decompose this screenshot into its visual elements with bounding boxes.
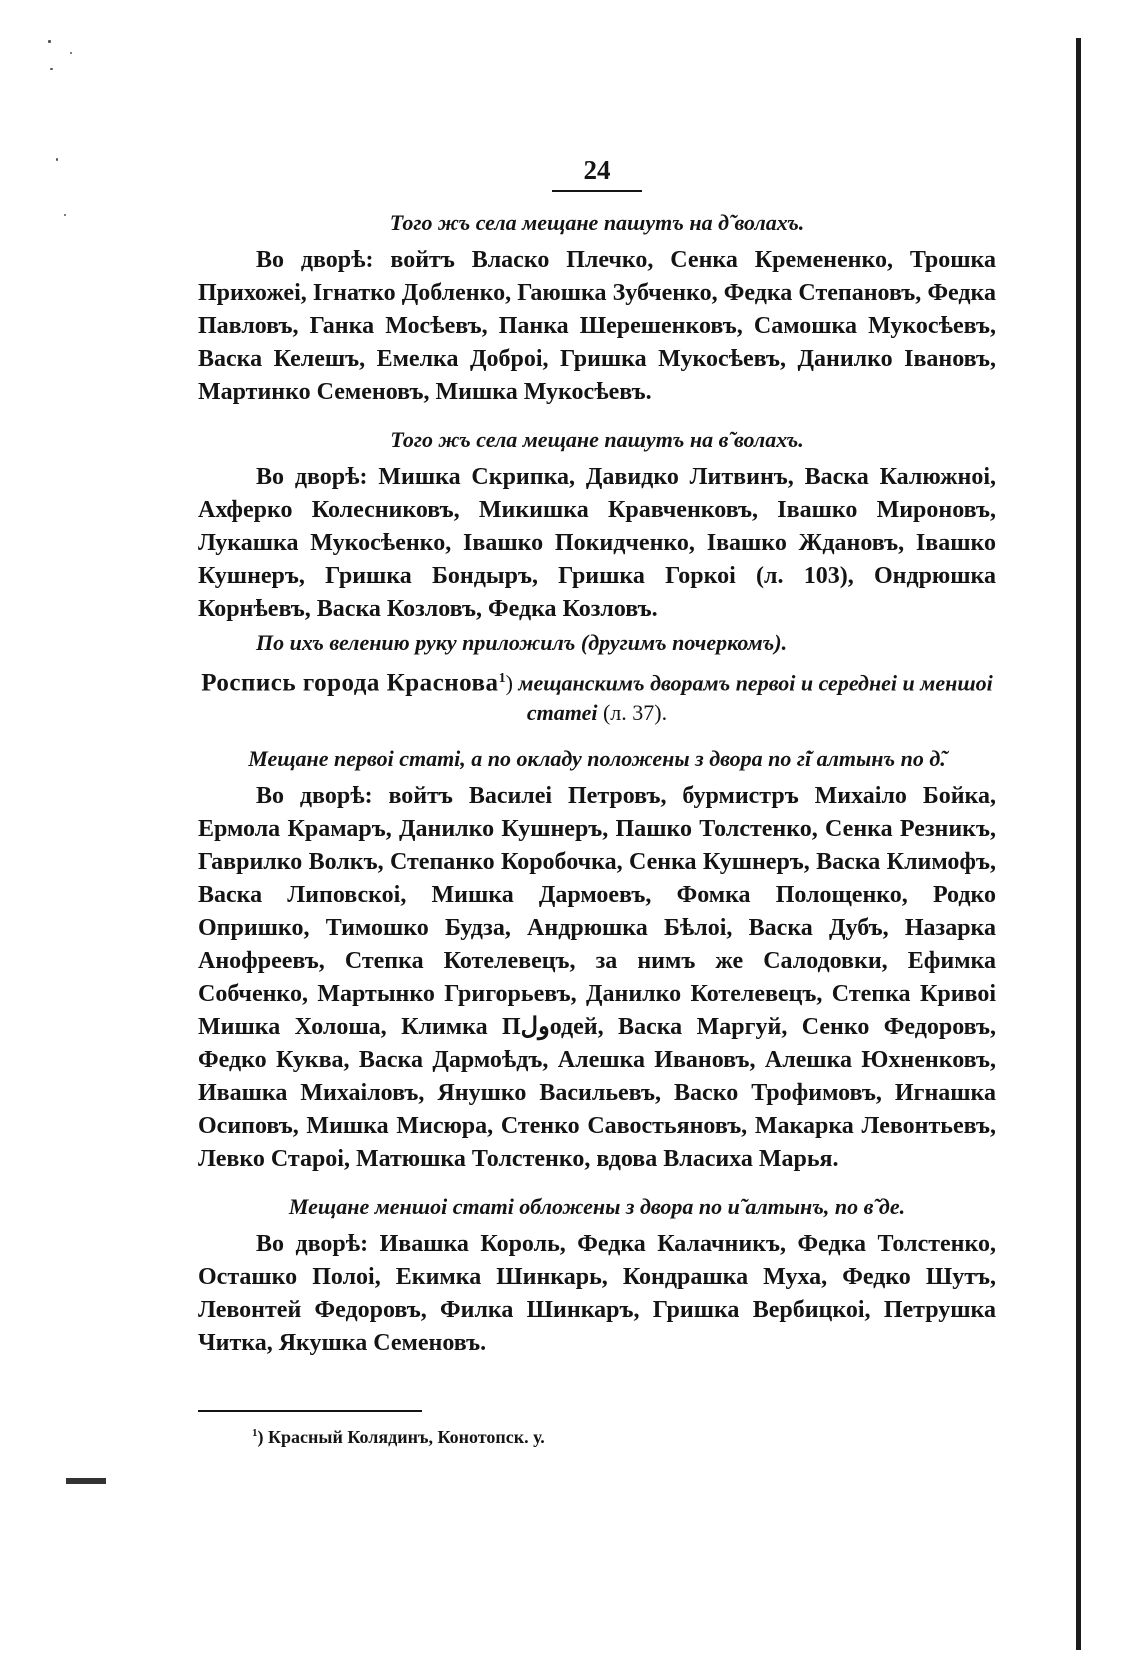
- scan-speck: [64, 214, 66, 216]
- section-heading: Мещане первоі статі, а по окладу положены з двора по г̃і алтынъ по д̃.: [248, 746, 946, 772]
- scan-speck: [50, 68, 53, 70]
- footnote: [252, 1420, 545, 1450]
- page-edge-shadow: [1076, 38, 1081, 1650]
- footnote-text: ) Красный Колядинъ, Конотопск. у.: [257, 1427, 545, 1447]
- section-heading: Мещане меншоі статі обложены з двора по и̃ алтынъ, по в̃ де.: [288, 1194, 906, 1220]
- signature-note: По ихъ велению руку приложилъ (другимъ почеркомъ).: [256, 630, 788, 655]
- section-heading: Того жъ села мещане пашутъ на д̃ волахъ.: [389, 210, 805, 235]
- scan-mark: [66, 1478, 106, 1484]
- footnote-marker: 1: [252, 1427, 258, 1439]
- section-text: Во дворѣ: войтъ Власко Плечко, Сенка Кремененко, Трошка Прихожеі, Ігнатко Добленко, Гаюшка Зубченко, Федка Степановъ, Федка Павловъ, Ганка Мосѣевъ, Панка Шерешенковъ, Самошка Мукосѣевъ, Васка Келешъ, Емелка Доброі, Гришка Мукосѣевъ, Данилко Івановъ, Мартинко Семеновъ, Мишка Мукосѣевъ.: [198, 247, 996, 405]
- scan-speck: [48, 40, 51, 43]
- register-title-italic: мещанскимъ дворамъ первоі и середнеі и меншоі статеі: [518, 670, 993, 726]
- page-number: 24: [552, 155, 642, 192]
- footnote-ref: 1: [498, 671, 506, 686]
- scan-speck: [70, 52, 72, 54]
- scan-speck: [56, 158, 58, 161]
- sheet-ref: (л. 37).: [602, 700, 668, 726]
- register-title: Роспись города Краснова$^1$) мещанскимъ дворамъ первоі и середнеі и меншоі статеі (л. 37).: [201, 669, 993, 726]
- section-text: Во дворѣ: Ивашка Король, Федка Калачникъ, Федка Толстенко, Осташко Полоі, Екимка Шинкарь, Кондрашка Муха, Федко Шутъ, Левонтей Федоровъ, Филка Шинкаръ, Гришка Вербицкоі, Петрушка Читка, Якушка Семеновъ.: [198, 1231, 996, 1357]
- page-body: [198, 155, 996, 1360]
- footnote-rule: [198, 1410, 422, 1412]
- section-text: Во дворѣ: Мишка Скрипка, Давидко Литвинъ, Васка Калюжноі, Ахферко Колесниковъ, Микишка Кравченковъ, Івашко Мироновъ, Лукашка Мукосѣенко, Івашко Покидченко, Івашко Ждановъ, Івашко Кушнеръ, Гришка Бондыръ, Гришка Горкоі (л. 103), Ондрюшка Корнѣевъ, Васка Козловъ, Федка Козловъ.: [198, 464, 996, 622]
- section-text: Во дворѣ: войтъ Василеі Петровъ, бурмистръ Михаіло Бойка, Ермола Крамаръ, Данилко Кушнеръ, Пашко Толстенко, Сенка Резникъ, Гаврилко Волкъ, Степанко Коробочка, Сенка Кушнеръ, Васка Климофъ, Васка Липовскоі, Мишка Дармоевъ, Фомка Полощенко, Родко Опришко, Тимошко Будза, Андрюшка Бѣлоі, Васка Дубъ, Назарка Анофреевъ, Степка Котелевецъ, за нимъ же Салодовки, Ефимка Собченко, Мартынко Григорьевъ, Данилко Котелевецъ, Степка Кривоі Мишка Холоша, Климка Пولодей, Васка Маргуй, Сенко Федоровъ, Федко Куква, Васка Дармоѣдъ, Алешка Ивановъ, Алешка Юхненковъ, Ивашка Михаіловъ, Янушко Васильевъ, Васко Трофимовъ, Игнашка Осиповъ, Мишка Мисюра, Стенко Савостьяновъ, Макарка Левонтьевъ, Левко Староі, Матюшка Толстенко, вдова Власиха Марья.: [198, 783, 997, 1173]
- register-title-main: Роспись города Краснова: [201, 669, 499, 697]
- section-heading: Того жъ села мещане пашутъ на в̃ волахъ.: [390, 427, 804, 452]
